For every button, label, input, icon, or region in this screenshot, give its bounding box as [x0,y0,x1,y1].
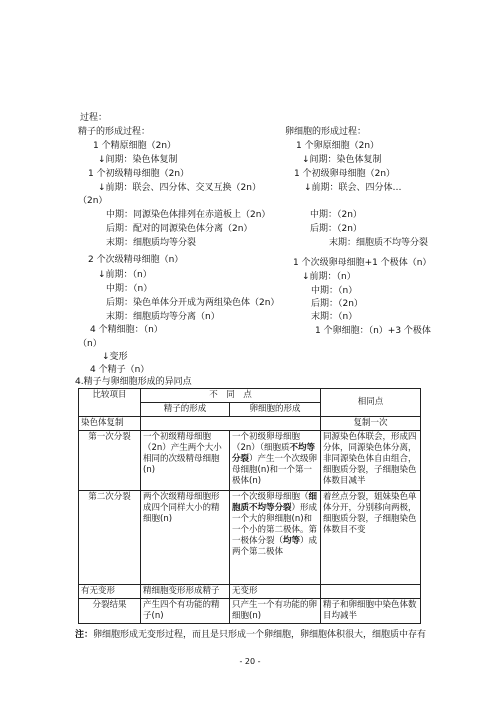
cell-egg [230,491,321,585]
note [75,630,426,641]
egg-line: 末期：细胞质不均等分裂 [329,238,429,248]
header-similarities: 相同点 [321,389,421,417]
cell-sperm: 精细胞变形形成精子 [141,585,230,599]
sperm-line: 后期：染色单体分开成为两组染色体（2n） [106,298,280,308]
sperm-line: 4 个精细胞：（n） [90,325,163,335]
bold-text: 细胞质不均等分裂 [232,492,318,513]
sperm-line: ↓间期：染色体复制 [98,155,178,165]
comparison-table [78,388,421,624]
egg-line: 1 个初级卵母细胞（2n） [294,169,396,179]
row-item: 分裂结果 [79,599,141,624]
page-number: - 20 - [239,657,261,666]
sperm-line: ↓前期：联会、四分体、交叉互换（2n） [98,183,261,193]
table-header-row [79,389,421,403]
table-row [79,431,421,491]
bold-text: 不均等分裂 [232,443,316,464]
sperm-line: 1 个精原细胞（2n） [93,141,177,151]
sperm-line: 2 个次级精母细胞（n） [88,255,184,265]
sperm-line: 1 个初级精母细胞（2n） [88,169,190,179]
cell-same: 复制一次 [321,417,421,431]
egg-line: 1 个次级卵母细胞+1 个极体（n） [293,258,432,268]
egg-line: 后期：（2n） [310,224,362,234]
table-row [79,585,421,599]
egg-process-title: 卵细胞的形成过程： [285,127,367,137]
row-item: 有无变形 [79,585,141,599]
header-sperm: 精子的形成 [141,403,230,417]
cell-egg: 无变形 [230,585,321,599]
sperm-line: （n） [78,339,102,349]
cell-text: 一个初级卵母细胞（2n）（细胞质 [232,432,301,453]
process-heading: 过程： [80,113,108,123]
note-label: 注： [75,630,94,640]
section-4-heading: 4.精子与卵细胞形成的异同点 [75,377,192,387]
egg-line: 中期：（2n） [310,210,362,220]
sperm-line: 后期：配对的同源染色体分离（2n） [106,224,253,234]
cell-text: 一个次级卵母细胞（ [232,492,309,502]
cell-same: 同源染色体联会，形成四分体，同源染色体分离，非同源染色体自由组合，细胞质分裂，子细胞染色体数目减半 [321,431,421,491]
sperm-process-title: 精子的形成过程： [78,127,151,137]
sperm-line: 中期：（n） [106,284,153,294]
cell-blank [141,417,321,431]
cell-sperm: 产生四个有功能的精子(n) [141,599,230,624]
table-row [79,599,421,624]
cell-text: ）产生一个次级卵母细胞(n)和一个第一极体(n) [232,454,318,486]
sperm-line: 末期：细胞质均等分裂 [106,238,197,248]
cell-egg: 只产生一个有功能的卵细胞(n) [230,599,321,624]
egg-line: ↓前期：联会、四分体… [304,183,402,193]
sperm-line: （2n） [78,196,108,206]
egg-line: 1 个卵细胞：（n）+3 个极体 [315,326,431,336]
header-differences: 不 同 点 [141,389,321,403]
cell-text: ）形成一个大的卵细胞(n)和一个小的第二极体。第一极体分裂（ [232,503,318,546]
sperm-line: 中期：同源染色体排列在赤道板上（2n） [106,210,271,220]
sperm-line: ↓前期：（n） [98,270,152,280]
egg-line: ↓间期：染色体复制 [302,155,382,165]
egg-line: 中期：（n） [311,286,358,296]
cell-same: 精子和卵细胞中染色体数目均减半 [321,599,421,624]
egg-line: 后期：（2n） [311,299,363,309]
sperm-line: 末期：细胞质均等分离（n） [106,312,220,322]
cell-blank [321,585,421,599]
sperm-line: 4 个精子（n） [90,365,150,375]
row-item: 第二次分裂 [79,491,141,585]
table-row [79,417,421,431]
note-text: 卵细胞形成无变形过程，而且是只形成一个卵细胞，卵细胞体积很大，细胞质中存有 [93,630,427,640]
bold-text: 均等 [283,536,301,546]
egg-line: 末期：（n） [311,312,358,322]
cell-egg [230,431,321,491]
row-item: 染色体复制 [79,417,141,431]
row-item: 第一次分裂 [79,431,141,491]
table-row [79,491,421,585]
cell-text: ）成两个第二极体 [232,536,318,557]
egg-line: ↓前期：（n） [302,272,356,282]
cell-sperm: 两个次级精母细胞形成四个同样大小的精细胞(n) [141,491,230,585]
cell-same: 着丝点分裂，姐妹染色单体分开，分别移向两极，细胞质分裂，子细胞染色体数目不变 [321,491,421,585]
sperm-line: ↓变形 [102,352,128,362]
cell-sperm: 一个初级精母细胞（2n）产生两个大小相同的次级精母细胞(n) [141,431,230,491]
header-egg: 卵细胞的形成 [230,403,321,417]
egg-line: 1 个卵原细胞（2n） [296,141,380,151]
header-item: 比较项目 [79,389,141,417]
